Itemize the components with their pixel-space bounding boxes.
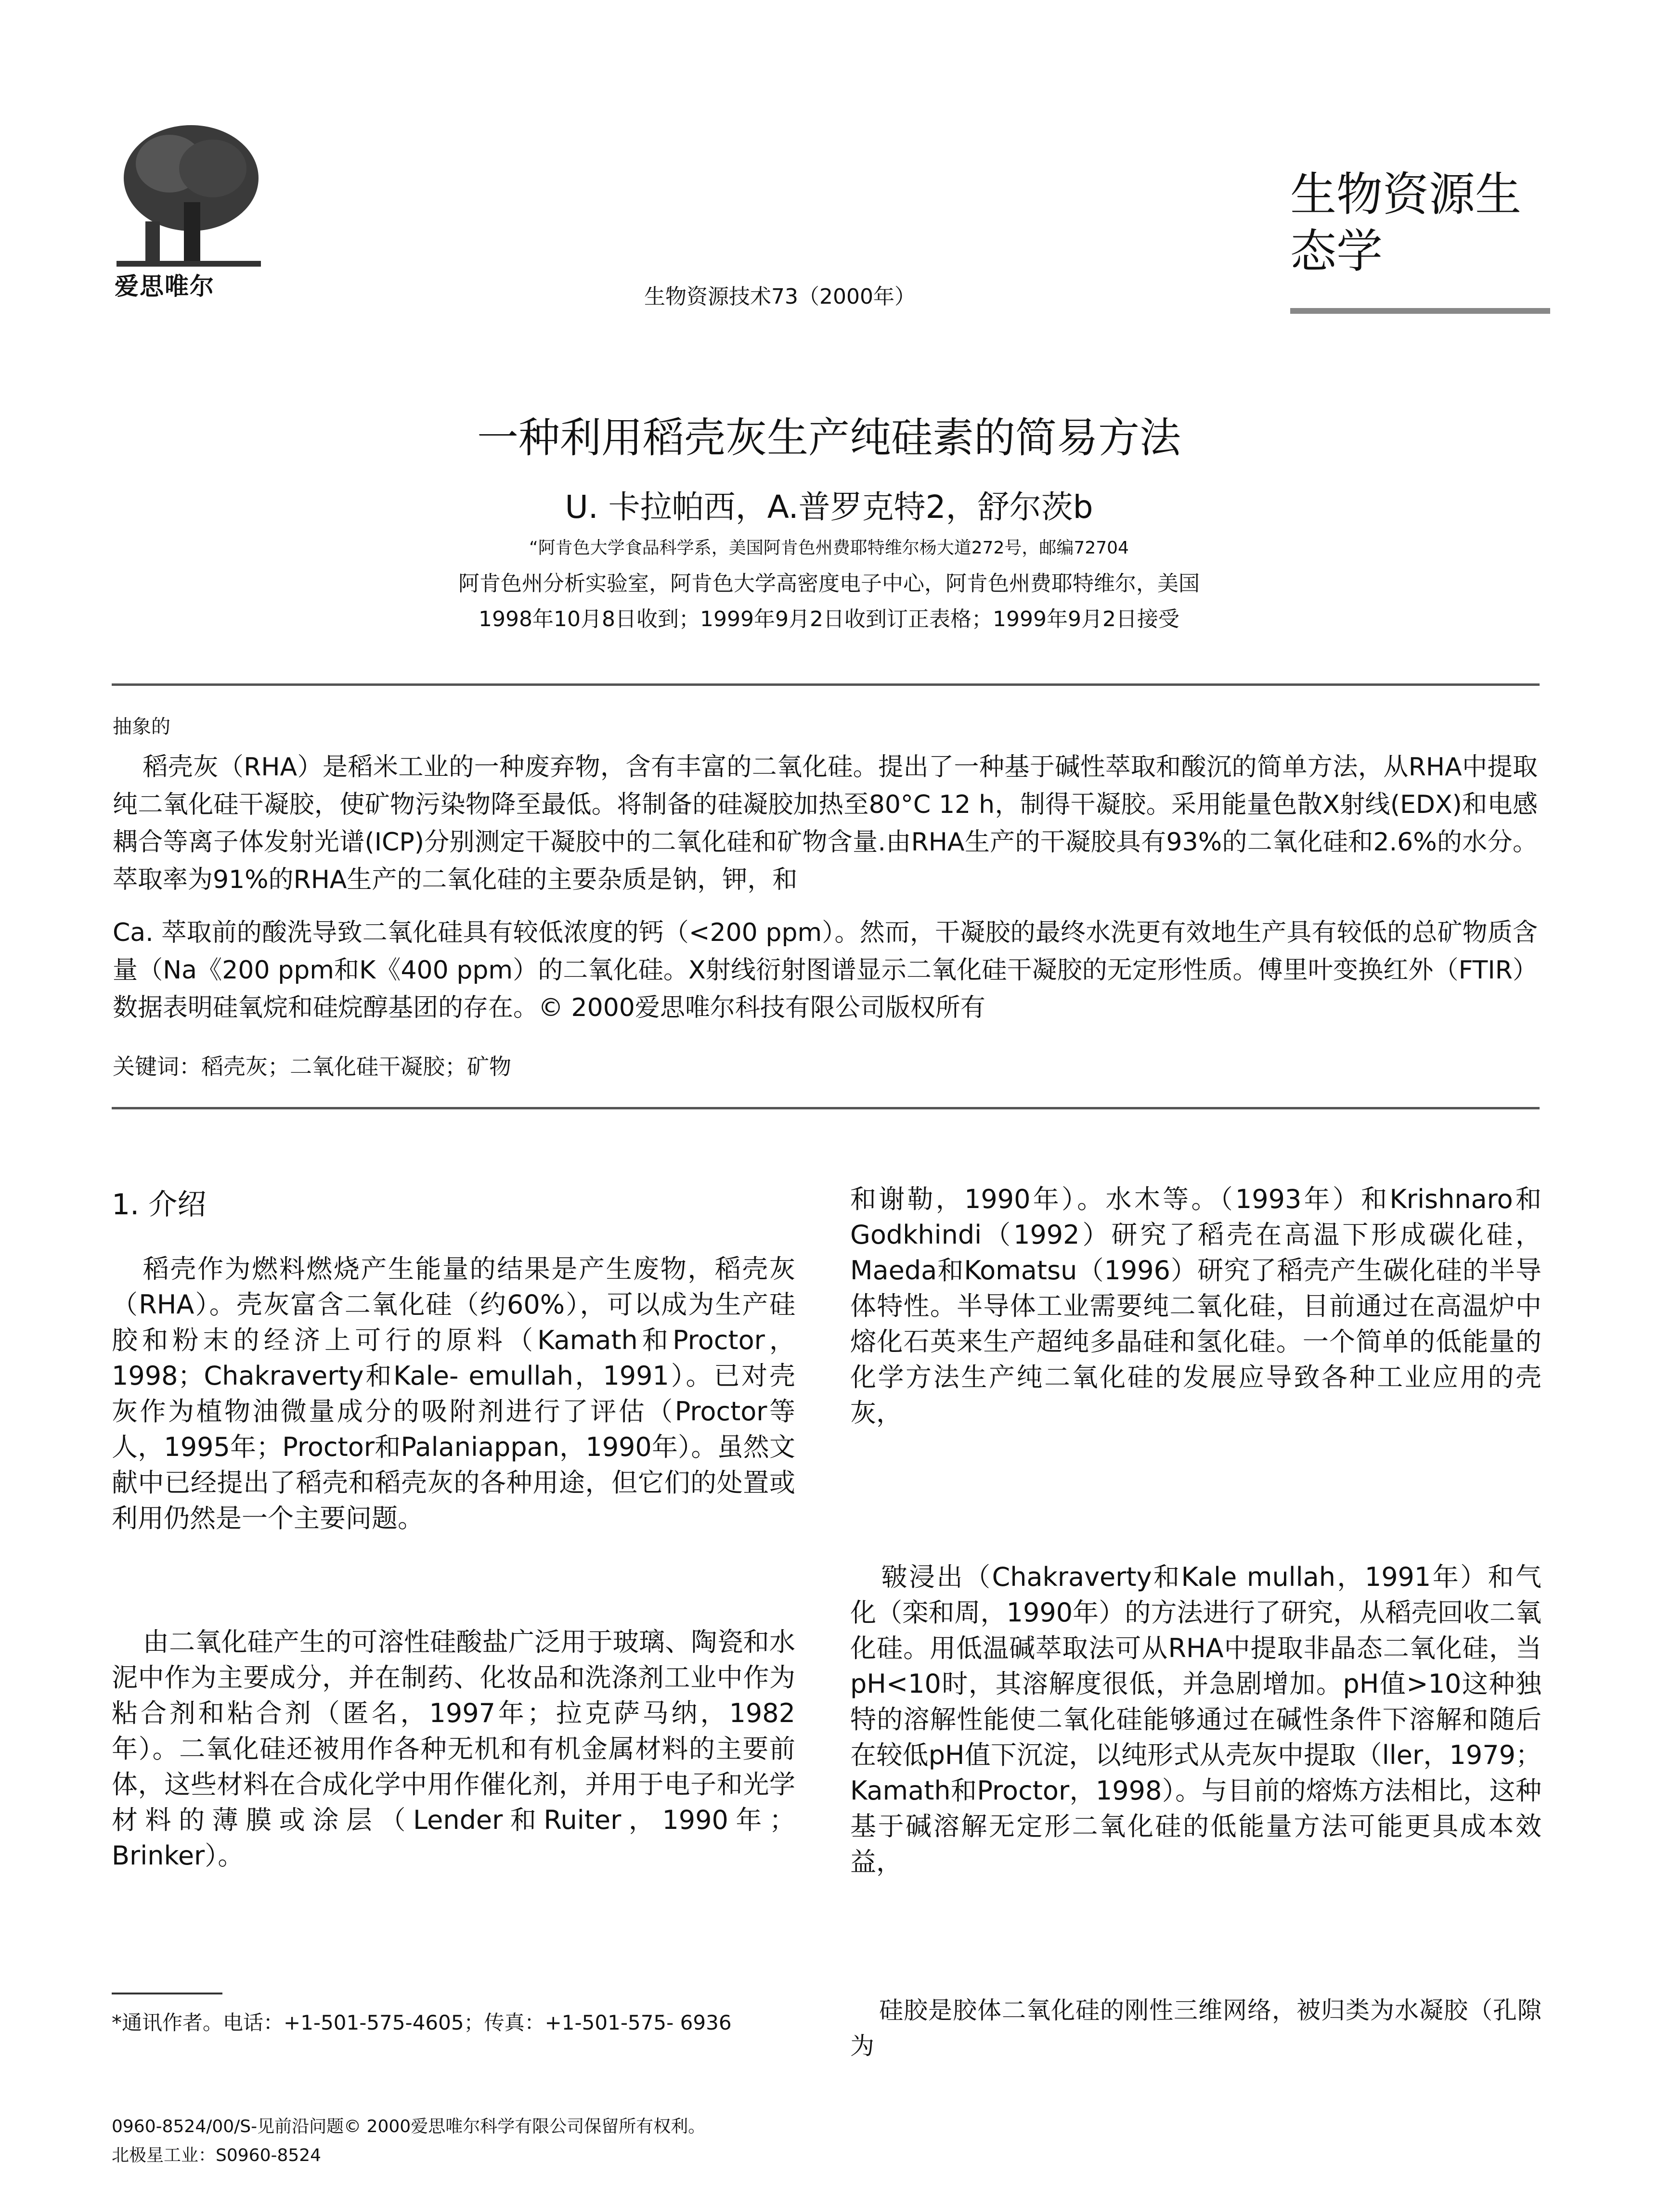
abstract-paragraph-1: 稻壳灰（RHA）是稻米工业的一种废弃物，含有丰富的二氧化硅。提出了一种基于碱性萃取和酸沉的简单方法，从RHA中提取纯二氧化硅干凝胶，使矿物污染物降至最低。将制备的硅凝胶加热至80°C 12 h，制得干凝胶。采用能量色散X射线(EDX)和电感耦合等离子体发射光谱(ICP)分别测定干凝胶中的二氧化硅和矿物含量.由RHA生产的干凝胶具有93%的二氧化硅和2.6%的水分。 萃取率为91%的RHA生产的二氧化硅的主要杂质是钠，钾，和: [113, 753, 1538, 894]
body-paragraph-right-2: 皲浸出（Chakraverty和Kale mullah，1991年）和气化（栾和周，1990年）的方法进行了研究，从稻壳回收二氧化硅。用低温碱萃取法可从RHA中提取非晶态二氧化硅，当pH<10时，其溶解度很低，并急剧增加。pH值>10这种独特的溶解性能使二氧化硅能够通过在碱性条件下溶解和随后在较低pH值下沉淀，以纯形式从壳灰中提取（ller，1979；Kamath和Proctor，1998）。与目前的熔炼方法相比，这种基于碱溶解无定形二氧化硅的低能量方法可能更具成本效益，: [850, 1562, 1541, 1877]
abstract-body: [113, 748, 1538, 1042]
journal-citation: 生物资源技术73（2000年）: [644, 284, 916, 309]
article-title: 一种利用稻壳灰生产纯硅素的简易方法: [477, 414, 1181, 462]
divider-top: [112, 683, 1540, 686]
corresponding-author-footnote: *通讯作者。电话：+1-501-575-4605；传真：+1-501-575- 6936: [112, 2011, 732, 2034]
pii-line: 北极星工业：S0960-8524: [112, 2146, 322, 2165]
body-paragraph-left-2: 由二氧化硅产生的可溶性硅酸盐广泛用于玻璃、陶瓷和水泥中作为主要成分，并在制药、化妆品和洗涤剂工业中作为粘合剂和粘合剂（匿名，1997年；拉克萨马纳，1982年）。二氧化硅还被用作各种无机和有机金属材料的主要前体，这些材料在合成化学中用作催化剂，并用于电子和光学材料的薄膜或涂层（Lender和Ruiter，1990年；Brinker）。: [112, 1627, 795, 1871]
divider-bottom: [112, 1107, 1540, 1109]
section-heading: 1. 介绍: [112, 1188, 207, 1222]
copyright-line: 0960-8524/00/S-见前沿问题© 2000爱思唯尔科学有限公司保留所有权利。: [112, 2117, 706, 2136]
footnote-rule: [112, 1993, 222, 1994]
publisher-logo-icon: [112, 120, 266, 284]
body-paragraph-right-3: 硅胶是胶体二氧化硅的刚性三维网络，被归类为水凝胶（孔隙为: [850, 1996, 1541, 2060]
body-paragraph-left-1: 稻壳作为燃料燃烧产生能量的结果是产生废物，稻壳灰（RHA）。壳灰富含二氧化硅（约60%），可以成为生产硅胶和粉末的经济上可行的原料（Kamath和Proctor，1998；Chakraverty和Kale- emullah，1991）。已对壳灰作为植物油微量成分的吸附剂进行了评估（Proctor等人，1995年；Proctor和Palaniappan，1990年）。虽然文献中已经提出了稻壳和稻壳灰的各种用途，但它们的处置或利用仍然是一个主要问题。: [112, 1254, 795, 1533]
body-paragraph-right-1: 和谢勒，1990年）。水木等。（1993年）和Krishnaro和Godkhindi（1992）研究了稻壳在高温下形成碳化硅，Maeda和Komatsu（1996）研究了稻壳产生碳化硅的半导体特性。半导体工业需要纯二氧化硅，目前通过在高温炉中熔化石英来生产超纯多晶硅和氢化硅。一个简单的低能量的化学方法生产纯二氧化硅的发展应导致各种工业应用的壳灰，: [850, 1184, 1541, 1428]
keywords: 关键词：稻壳灰；二氧化硅干凝胶；矿物: [113, 1054, 511, 1080]
abstract-paragraph-2: Ca. 萃取前的酸洗导致二氧化硅具有较低浓度的钙（<200 ppm）。然而，干凝胶的最终水洗更有效地生产具有较低的总矿物质含量（Na《200 ppm和K《400 ppm）的二氧化硅。X射线衍射图谱显示二氧化硅干凝胶的无定形性质。傅里叶变换红外（FTIR）数据表明硅氧烷和硅烷醇基团的存在。© 2000爱思唯尔科技有限公司版权所有: [113, 918, 1538, 1022]
affiliation-1: “阿肯色大学食品科学系，美国阿肯色州费耶特维尔杨大道272号，邮编72704: [529, 538, 1129, 558]
abstract-label: 抽象的: [113, 716, 170, 738]
journal-title: 生物资源生态学: [1290, 167, 1521, 278]
publisher-name: 爱思唯尔: [115, 272, 215, 300]
received-dates: 1998年10月8日收到；1999年9月2日收到订正表格；1999年9月2日接受: [479, 607, 1179, 631]
article-authors: U. 卡拉帕西，A.普罗克特2，舒尔茨b: [565, 489, 1093, 526]
affiliation-2: 阿肯色州分析实验室，阿肯色大学高密度电子中心，阿肯色州费耶特维尔，美国: [458, 571, 1200, 596]
